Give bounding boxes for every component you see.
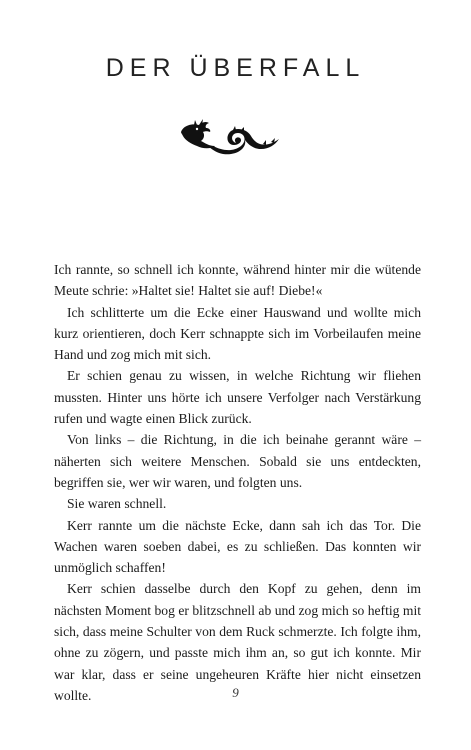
paragraph: Kerr rannte um die nächste Ecke, dann sah ich das Tor. Die Wachen waren soeben dabei, es zu schließen. Das konnten wir unmöglich schaffen!: [54, 517, 421, 576]
paragraph: Kerr schien dasselbe durch den Kopf zu gehen, denn im nächsten Moment bog er blitzschnell ab und zog mich so heftig mit sich, dass meine Schulter von dem Ruck schmerzte. Ich folgte ihm, ohne zu zögern, und passte mich ihm an, so gut ich konnte. Mir war klar, dass er seine ungeheuren Kräfte hier nicht einsetzen wollte.: [54, 581, 421, 703]
chapter-body: [54, 259, 421, 706]
paragraph: Sie waren schnell.: [67, 496, 167, 512]
paragraph: Ich schlitterte um die Ecke einer Hauswand und wollte mich kurz orientieren, doch Kerr schnappte sich im Vorbeilaufen meine Hand und zog mich mit sich.: [54, 304, 421, 363]
paragraph: Von links – die Richtung, in die ich beinahe gerannt wäre – näherten sich weitere Menschen. Sobald sie uns entdeckten, begriffen sie, wer wir waren, und folgten uns.: [54, 432, 421, 490]
dragon-icon: [175, 118, 281, 158]
paragraph: Er schien genau zu wissen, in welche Richtung wir fliehen mussten. Hinter uns hörte ich unsere Verfolger nach Verstärkung rufen und wagte einen Blick zurück.: [54, 368, 421, 427]
paragraph: Ich rannte, so schnell ich konnte, während hinter mir die wütende Meute schrie: »Haltet sie! Haltet sie auf! Diebe!«: [54, 262, 421, 299]
chapter-title: DER ÜBERFALL: [105, 54, 366, 82]
page-number: 9: [232, 685, 239, 700]
